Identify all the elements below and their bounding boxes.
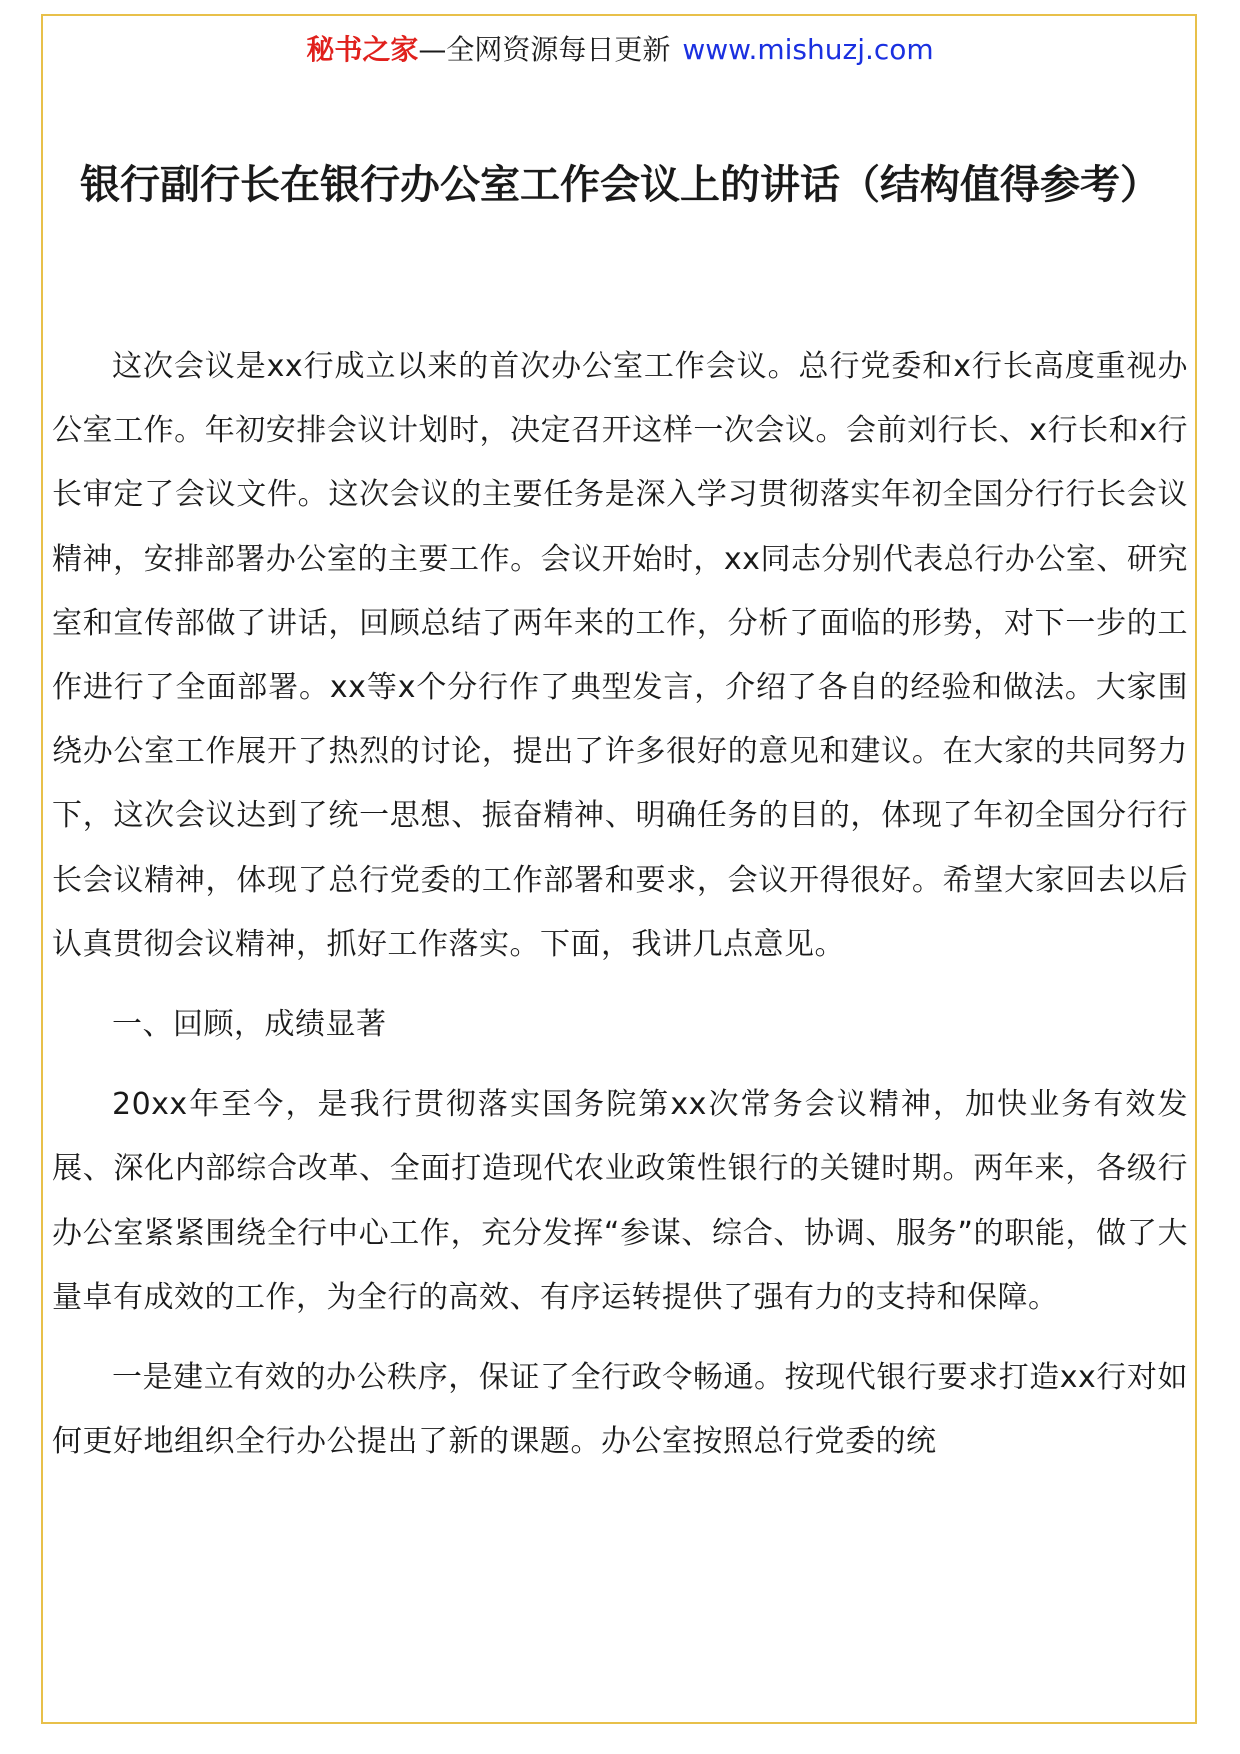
paragraph-review: 20xx年至今，是我行贯彻落实国务院第xx次常务会议精神，加快业务有效发展、深化内部综合改革、全面打造现代农业政策性银行的关键时期。两年来，各级行办公室紧紧围绕全行中心工作，充分发挥“参谋、综合、协调、服务”的职能，做了大量卓有成效的工作，为全行的高效、有序运转提供了强有力的支持和保障。 — [52, 1087, 1188, 1315]
site-name: 秘书之家 — [306, 33, 419, 66]
document-title: 银行副行长在银行办公室工作会议上的讲话（结构值得参考） — [80, 162, 1160, 208]
site-url-link[interactable]: www.mishuzj.com — [682, 33, 934, 66]
document-body — [52, 335, 1188, 1490]
site-header — [0, 30, 1240, 70]
paragraph-point-one: 一是建立有效的办公秩序，保证了全行政令畅通。按现代银行要求打造xx行对如何更好地组织全行办公提出了新的课题。办公室按照总行党委的统 — [52, 1360, 1188, 1460]
site-tagline: —全网资源每日更新 — [418, 33, 671, 66]
paragraph-intro: 这次会议是xx行成立以来的首次办公室工作会议。总行党委和x行长高度重视办公室工作。年初安排会议计划时，决定召开这样一次会议。会前刘行长、x行长和x行长审定了会议文件。这次会议的主要任务是深入学习贯彻落实年初全国分行行长会议精神，安排部署办公室的主要工作。会议开始时，xx同志分别代表总行办公室、研究室和宣传部做了讲话，回顾总结了两年来的工作，分析了面临的形势，对下一步的工作进行了全面部署。xx等x个分行作了典型发言，介绍了各自的经验和做法。大家围绕办公室工作展开了热烈的讨论，提出了许多很好的意见和建议。在大家的共同努力下，这次会议达到了统一思想、振奋精神、明确任务的目的，体现了年初全国分行行长会议精神，体现了总行党委的工作部署和要求，会议开得很好。希望大家回去以后认真贯彻会议精神，抓好工作落实。下面，我讲几点意见。 — [52, 349, 1188, 962]
section-heading-review: 一、回顾，成绩显著 — [112, 1007, 387, 1043]
